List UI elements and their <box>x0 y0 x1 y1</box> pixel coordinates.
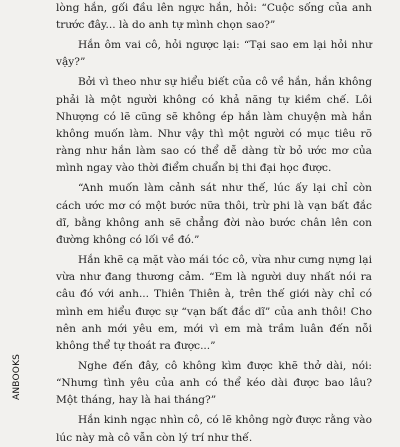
paragraph-5: Hắn khẽ cạ mặt vào mái tóc cô, vừa như cưng nựng lại vừa như đang thương cảm. “Em là người duy nhất nói ra câu đó với anh... Thiên Thiên à, trên thế giới này chỉ có mình em hiểu được sự “vạn bất đắc dĩ” của anh thôi! Cho nên anh mới yêu em, mới vì em mà trầm luân đến nỗi không thể tự thoát ra được...” <box>56 254 372 353</box>
paragraph-6: Nghe đến đây, cô không kìm được khẽ thở dài, nói: “Nhưng tình yêu của anh có thể kéo dài được bao lâu? Một tháng, hay là hai tháng?” <box>56 360 372 407</box>
book-page <box>56 0 372 447</box>
paragraph-7: Hắn kinh ngạc nhìn cô, có lẽ không ngờ được rằng vào lúc này mà cô vẫn còn lý trí như thế. <box>56 414 372 444</box>
paragraph-2: Hắn ôm vai cô, hỏi ngược lại: “Tại sao em lại hỏi như vậy?” <box>56 39 372 69</box>
paragraph-1: lòng hắn, gối đầu lên ngực hắn, hỏi: “Cuộc sống của anh trước đây... là do anh tự mình chọn sao?” <box>56 2 372 32</box>
publisher-logo: ANBOOKS <box>12 353 22 400</box>
paragraph-3: Bởi vì theo như sự hiểu biết của cô về hắn, hắn không phải là một người không có khả năng tự kiềm chế. Lôi Nhượng có lẽ cũng sẽ không ép hắn làm chuyện mà hắn không muốn làm. Như vậy thì một người có mục tiêu rõ ràng như hắn làm sao có thể dễ dàng từ bỏ ước mơ của mình ngay vào thời điểm chuẩn bị thi đại học được. <box>56 76 372 175</box>
paragraph-4: “Anh muốn làm cảnh sát như thế, lúc ấy lại chỉ còn cách ước mơ có một bước nữa thôi, trừ phi là vạn bất đắc dĩ, bằng không anh sẽ chẳng đời nào bước chân lên con đường không có lối về đó.” <box>56 182 372 247</box>
